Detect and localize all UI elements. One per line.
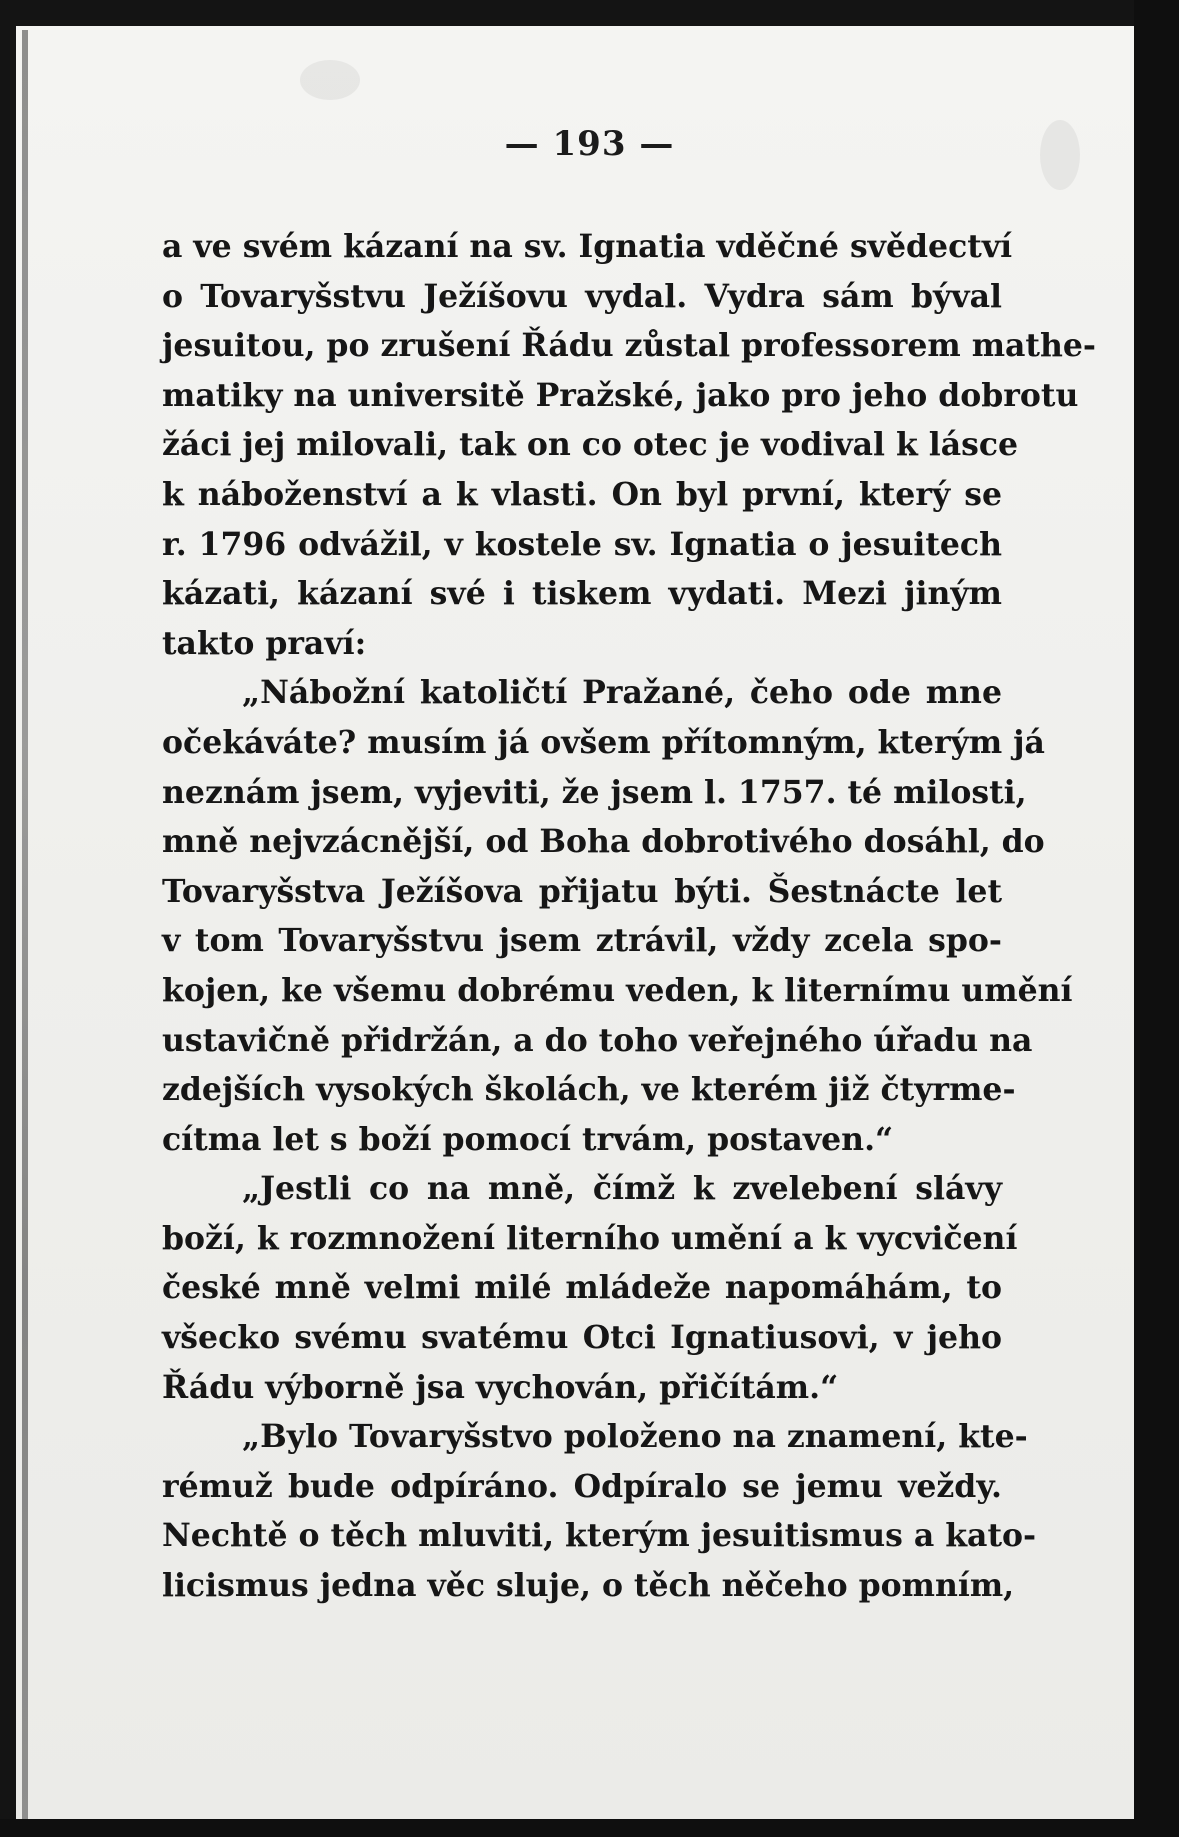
text-line: Řádu výborně jsa vychován, přičítám.“: [162, 1368, 839, 1406]
page-number: — 193 —: [504, 124, 675, 164]
text-line: mně nejvzácnější, od Boha dobrotivého dosáhl, do: [162, 823, 1045, 861]
text-line: boží, k rozmnožení literního umění a k vycvičení: [162, 1219, 1018, 1257]
text-line: k náboženství a k vlasti. On byl první, který se: [162, 475, 1002, 513]
binding-shadow: [22, 30, 28, 1820]
text-line: Nechtě o těch mluviti, kterým jesuitismus a kato-: [162, 1517, 1037, 1555]
text-line: v tom Tovaryšstvu jsem ztrávil, vždy zcela spo-: [162, 922, 1002, 960]
text-line: všecko svému svatému Otci Ignatiusovi, v jeho: [162, 1319, 1002, 1357]
text-line: takto praví:: [162, 624, 367, 662]
text-line: o Tovaryšstvu Ježíšovu vydal. Vydra sám býval: [162, 277, 1002, 315]
text-line: a ve svém kázaní na sv. Ignatia vděčné svědectví: [162, 228, 1013, 265]
text-line: české mně velmi milé mládeže napomáhám, to: [162, 1269, 1002, 1307]
text-line: r. 1796 odvážil, v kostele sv. Ignatia o jesuitech: [162, 525, 1002, 563]
text-line: kojen, ke všemu dobrému veden, k liternímu umění: [162, 971, 1073, 1009]
text-line: jesuitou, po zrušení Řádu zůstal professorem mathe-: [162, 327, 1097, 365]
text-line: „Bylo Tovaryšstvo položeno na znamení, kte-: [242, 1418, 1028, 1456]
text-line: zdejších vysokých školách, ve kterém již čtyrme-: [162, 1071, 1016, 1109]
text-line: rémuž bude odpíráno. Odpíralo se jemu veždy.: [162, 1467, 1002, 1505]
text-line: ustavičně přidržán, a do toho veřejného úřadu na: [162, 1021, 1033, 1059]
text-line: Tovaryšstva Ježíšova přijatu býti. Šestnácte let: [162, 872, 1002, 910]
text-line: licismus jedna věc sluje, o těch něčeho pomním,: [162, 1567, 1015, 1605]
text-line: neznám jsem, vyjeviti, že jsem l. 1757. té milosti,: [162, 773, 1027, 811]
text-line: kázati, kázaní své i tiskem vydati. Mezi jiným: [162, 575, 1002, 613]
paper-stain: [300, 60, 360, 100]
text-line: očekáváte? musím já ovšem přítomným, kterým já: [162, 723, 1045, 761]
text-line: „Jestli co na mně, čímž k zvelebení slávy: [242, 1170, 1002, 1208]
text-line: „Nábožní katoličtí Pražané, čeho ode mne: [242, 674, 1002, 712]
scan-border-right: [1134, 0, 1179, 1837]
body-text: [162, 222, 1097, 1611]
text-line: cítma let s boží pomocí trvám, postaven.“: [162, 1120, 894, 1158]
scan-border-bottom: [0, 1819, 1179, 1837]
text-line: žáci jej milovali, tak on co otec je vodival k lásce: [162, 426, 1019, 464]
text-line: matiky na universitě Pražské, jako pro jeho dobrotu: [162, 376, 1079, 414]
